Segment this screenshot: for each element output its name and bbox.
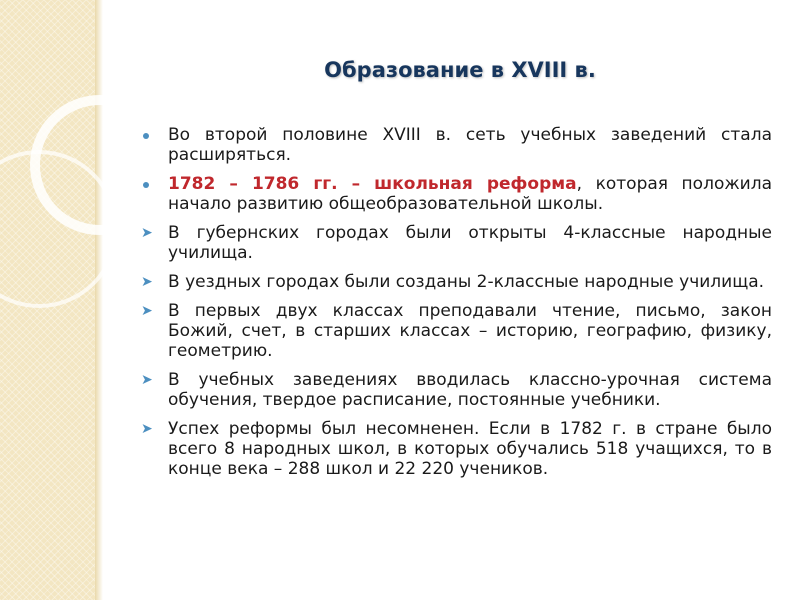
item-text: Успех реформы был несомненен. Если в 1782 г. в стране было всего 8 народных школ, в которых обучались 518 учащихся, то в конце века – 288 школ и 22 220 учеников. xyxy=(168,419,772,479)
list-item xyxy=(140,174,772,214)
chevron-right-icon: ➤ xyxy=(141,372,153,388)
item-text: В учебных заведениях вводилась классно-урочная система обучения, твердое расписание, постоянные учебники. xyxy=(168,370,772,410)
list-item xyxy=(140,419,772,479)
decorative-band-edge xyxy=(95,0,103,600)
list-item xyxy=(140,125,772,165)
list-item xyxy=(140,223,772,263)
chevron-right-icon: ➤ xyxy=(141,274,153,290)
dot-icon xyxy=(140,125,160,145)
highlighted-text: 1782 – 1786 гг. – школьная реформа xyxy=(168,174,577,194)
item-text: Во второй половине XVIII в. сеть учебных заведений стала расширяться. xyxy=(168,125,772,165)
item-text: В уездных городах были созданы 2-классные народные училища. xyxy=(168,272,765,292)
chevron-right-icon: ➤ xyxy=(141,225,153,241)
list-item xyxy=(140,301,772,361)
dot-icon xyxy=(140,174,160,194)
list-item xyxy=(140,272,772,292)
item-text: В губернских городах были открыты 4-классные народные училища. xyxy=(168,223,772,263)
item-text: , которая положила начало развитию общеобразовательной школы. xyxy=(168,174,772,214)
slide-title: Образование в XVIII в. xyxy=(324,58,596,82)
chevron-right-icon: ➤ xyxy=(141,303,153,319)
bullet-list xyxy=(140,125,772,488)
chevron-right-icon: ➤ xyxy=(141,421,153,437)
item-text: В первых двух классах преподавали чтение, письмо, закон Божий, счет, в старших классах – историю, географию, физику, геометрию. xyxy=(168,301,772,361)
list-item xyxy=(140,370,772,410)
